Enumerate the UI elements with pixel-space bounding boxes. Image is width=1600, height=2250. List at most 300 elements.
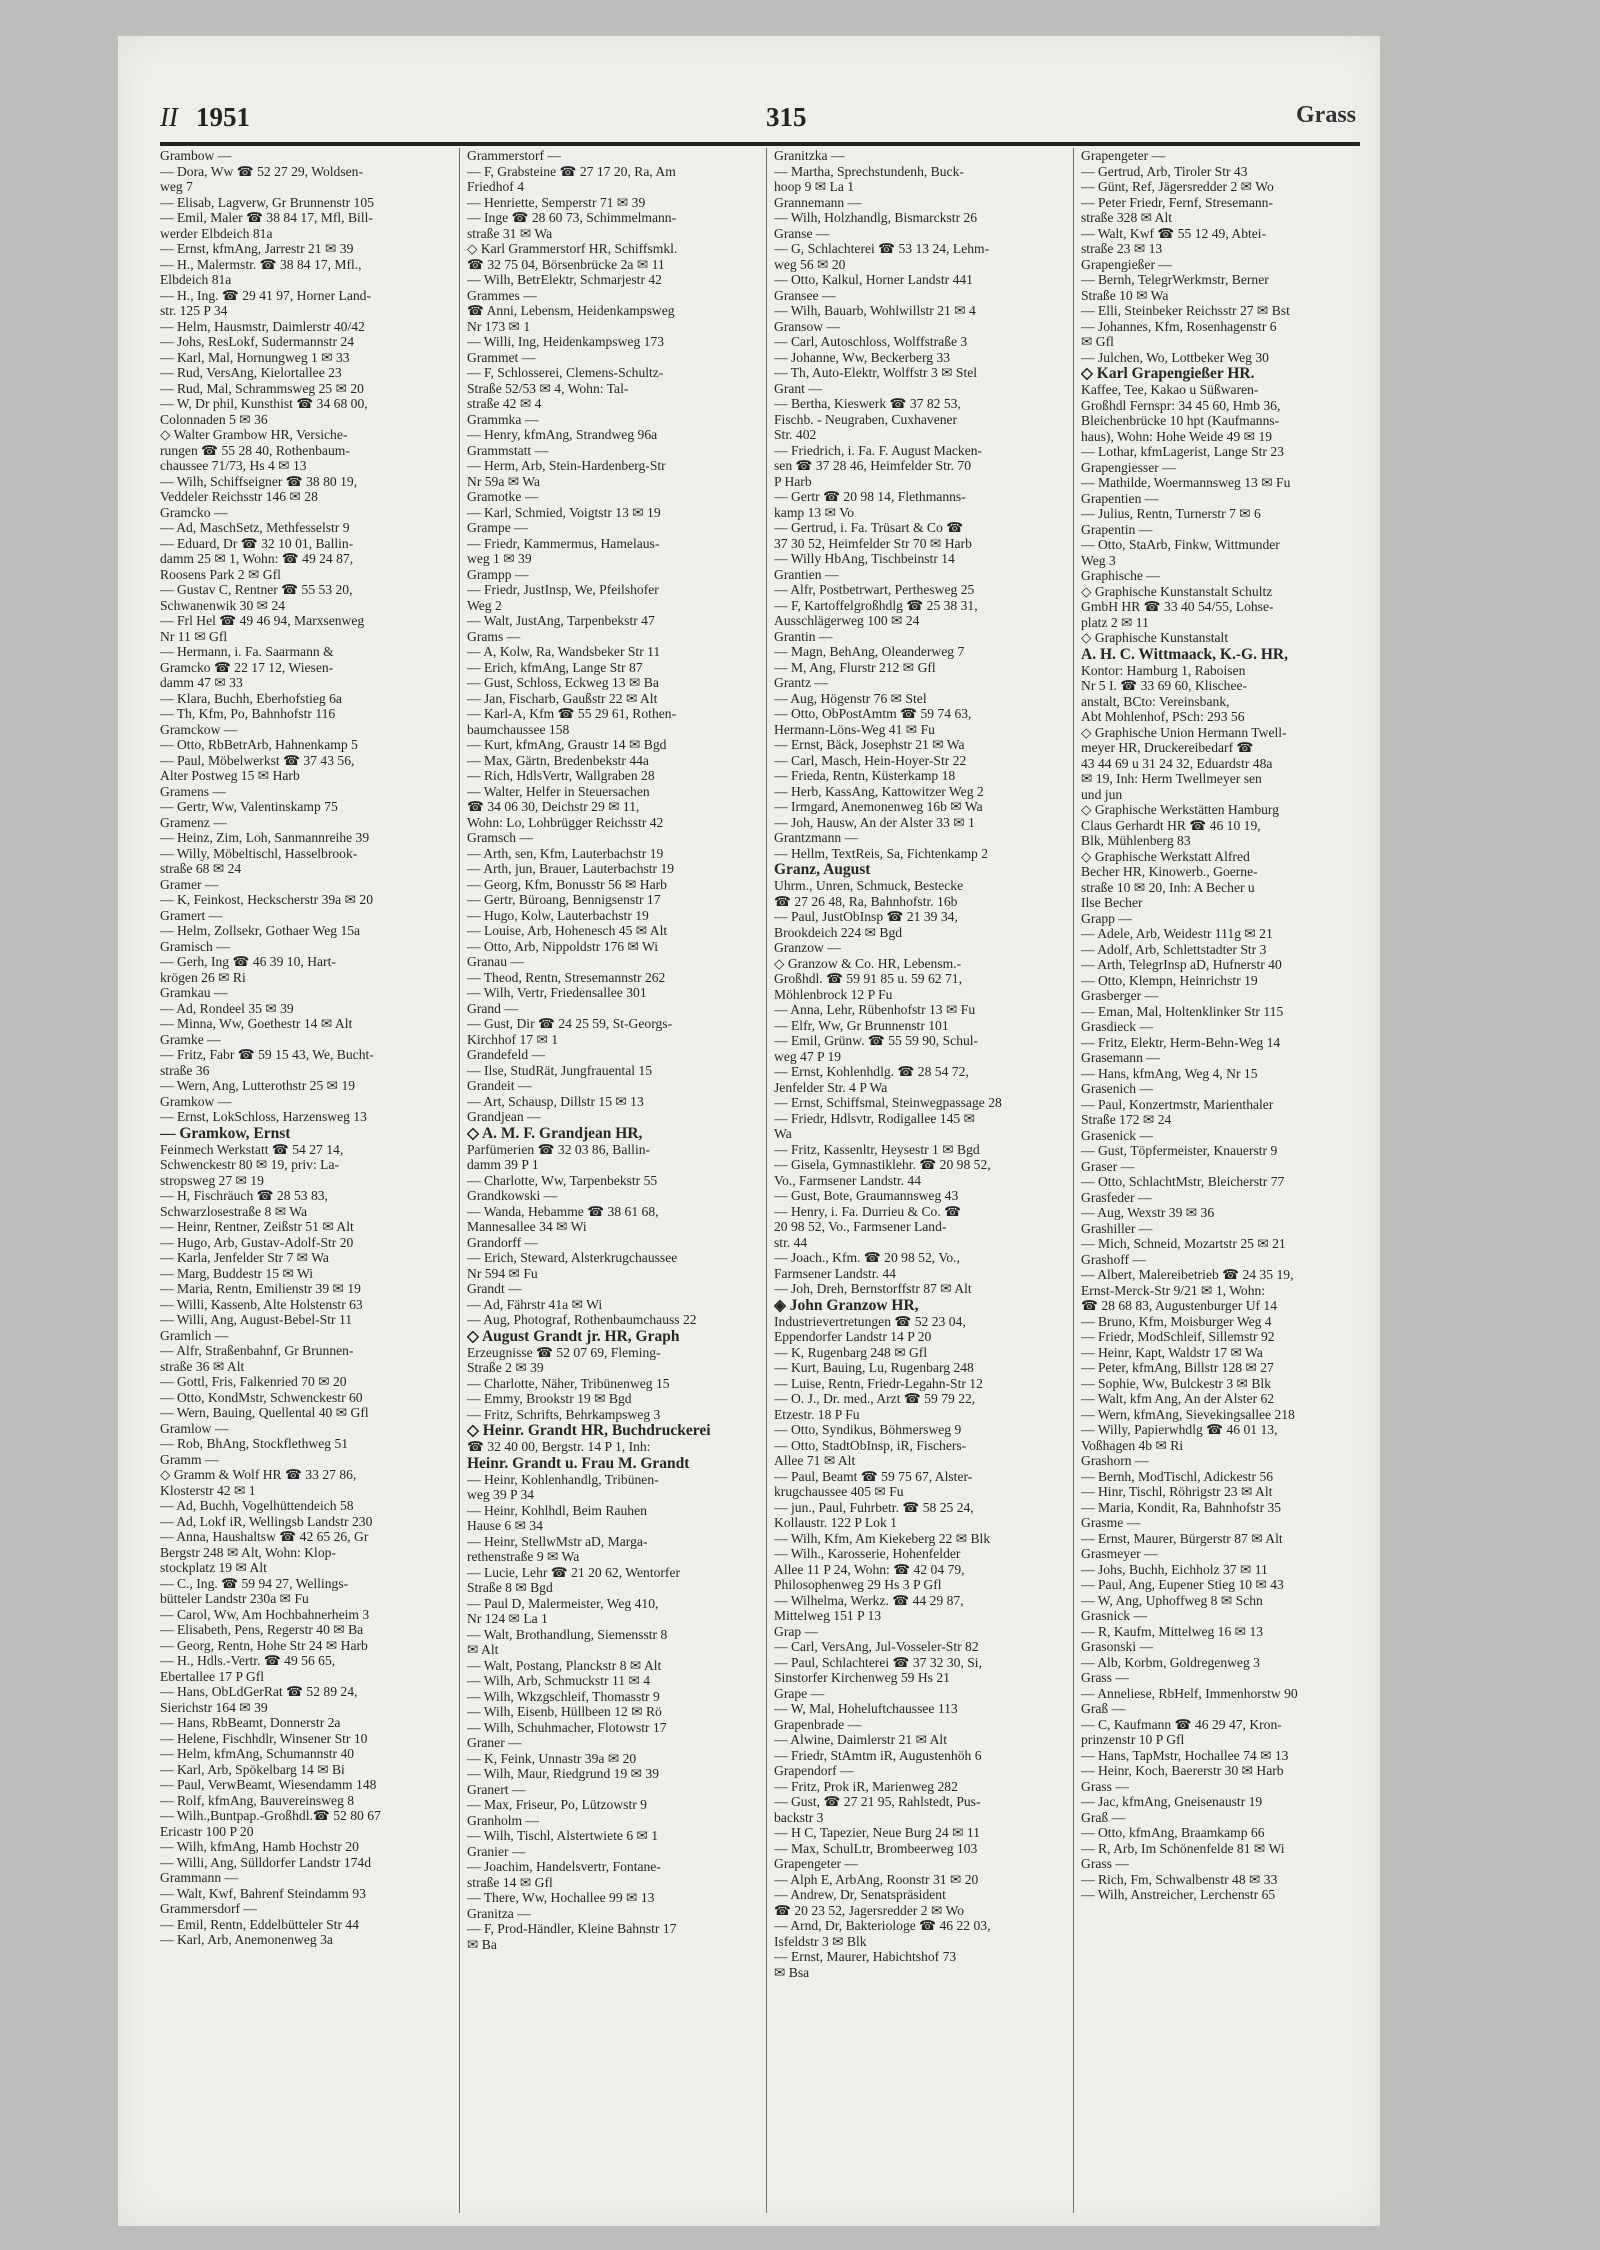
directory-entry-line: — Herm, Arb, Stein-Hardenberg-Str <box>467 458 666 473</box>
directory-entry-line: — Luise, Rentn, Friedr-Legahn-Str 12 <box>774 1375 983 1391</box>
directory-entry-line: — Joachim, Handelsvertr, Fontane- <box>467 1859 661 1874</box>
directory-entry-line: — Arth, sen, Kfm, Lauterbachstr 19 <box>467 845 664 861</box>
directory-entry-line: rungen ☎ 55 28 40, Rothenbaum- <box>160 442 350 458</box>
surname-heading: Granholm — <box>467 1812 540 1828</box>
directory-entry-line: — Otto, StadtObInsp, iR, Fischers- <box>774 1437 967 1453</box>
directory-entry-line: — Th, Auto-Elektr, Wolffstr 3 ✉ Stel <box>774 365 978 380</box>
directory-entry-line: — Gust, Dir ☎ 24 25 59, St-Georgs- <box>467 1016 673 1031</box>
directory-entry-line: Alter Postweg 15 ✉ Harb <box>160 768 300 783</box>
directory-entry-line: — G, Schlachterei ☎ 53 13 24, Lehm- <box>774 241 990 256</box>
directory-entry-line: — Gust, Schloss, Eckweg 13 ✉ Ba <box>467 675 659 690</box>
surname-heading: Gramisch — <box>160 938 230 954</box>
directory-entry-line: straße 36 <box>160 1062 210 1078</box>
directory-entry-line: — Walt, kfm Ang, An der Alster 62 <box>1081 1391 1275 1406</box>
directory-entry-line: — Otto, Kalkul, Horner Landstr 441 <box>774 272 973 287</box>
directory-entry-line: 20 98 52, Vo., Farmsener Land- <box>774 1219 947 1234</box>
directory-entry-line: Hause 6 ✉ 34 <box>467 1518 543 1533</box>
directory-entry-line: — Wilh, Tischl, Alstertwiete 6 ✉ 1 <box>467 1828 659 1843</box>
directory-entry-line: — Fritz, Elektr, Herm-Behn-Weg 14 <box>1081 1034 1281 1050</box>
directory-entry-line: — Bernh, TelegrWerkmstr, Berner <box>1081 272 1269 287</box>
surname-heading: Granier — <box>467 1843 526 1859</box>
directory-entry-line: Straße 10 ✉ Wa <box>1081 287 1169 303</box>
directory-entry-line: — Karl, Mal, Hornungweg 1 ✉ 33 <box>160 349 350 365</box>
directory-entry-line: — jun., Paul, Fuhrbetr. ☎ 58 25 24, <box>774 1499 974 1515</box>
directory-entry-line: — Wilh, kfmAng, Hamb Hochstr 20 <box>160 1839 359 1854</box>
directory-entry-line: — Rich, Fm, Schwalbenstr 48 ✉ 33 <box>1081 1871 1278 1887</box>
surname-heading: Grapengiesser — <box>1081 459 1176 475</box>
directory-entry-line: — Karl, Arb, Spökelbarg 14 ✉ Bi <box>160 1761 345 1777</box>
directory-entry-line: — Wilh, Kfm, Am Kiekeberg 22 ✉ Blk <box>774 1530 991 1546</box>
surname-heading: Grasonski — <box>1081 1639 1154 1654</box>
directory-entry-line: — Friedr, Hdlsvtr, Rodigallee 145 ✉ <box>774 1110 975 1126</box>
directory-entry-line: — Karl, Schmied, Voigtstr 13 ✉ 19 <box>467 504 661 520</box>
directory-entry-line: straße 68 ✉ 24 <box>160 861 242 876</box>
directory-entry-line: — Paul, VerwBeamt, Wiesendamm 148 <box>160 1777 377 1792</box>
directory-entry-line: ✉ Bsa <box>774 1964 810 1980</box>
directory-entry-line: Ausschlägerweg 100 ✉ 24 <box>774 613 920 628</box>
surname-heading: Grasemann — <box>1081 1050 1160 1065</box>
page-number: 315 <box>766 102 807 132</box>
directory-entry-line: — Ernst, Schiffsmal, Steinwegpassage 28 <box>774 1095 1002 1110</box>
directory-entry-line: — Jan, Fischarb, Gaußstr 22 ✉ Alt <box>467 690 658 706</box>
directory-entry-line: Allee 71 ✉ Alt <box>774 1453 856 1468</box>
directory-entry-line: Feinmech Werkstatt ☎ 54 27 14, <box>160 1141 344 1157</box>
directory-entry-line: — Paul, Konzertmstr, Marienthaler <box>1081 1096 1274 1112</box>
directory-entry-line: Klosterstr 42 ✉ 1 <box>160 1482 256 1498</box>
directory-entry-line: — Paul, Möbelwerkst ☎ 37 43 56, <box>160 752 355 768</box>
surname-heading: Grass — <box>1081 1856 1129 1871</box>
directory-entry-line: ◇ A. M. F. Grandjean HR, <box>467 1124 643 1142</box>
directory-entry-line: — Otto, Syndikus, Böhmersweg 9 <box>774 1422 962 1437</box>
surname-heading: Grantz — <box>774 675 828 690</box>
directory-entry-line: — Mich, Schneid, Mozartstr 25 ✉ 21 <box>1081 1236 1286 1251</box>
directory-entry-line: straße 10 ✉ 20, Inh: A Becher u <box>1081 879 1255 895</box>
directory-entry-line: ✉ Gfl <box>1081 334 1114 349</box>
directory-entry-line: — Joach., Kfm. ☎ 20 98 52, Vo., <box>774 1250 960 1265</box>
directory-entry-line: Str. 402 <box>774 427 817 442</box>
directory-entry-line: — Arth, jun, Brauer, Lauterbachstr 19 <box>467 861 675 876</box>
directory-entry-line: — Anna, Lehr, Rübenhofstr 13 ✉ Fu <box>774 1002 976 1017</box>
directory-entry-line: — Alph E, ArbAng, Roonstr 31 ✉ 20 <box>774 1871 979 1887</box>
directory-entry-line: Brookdeich 224 ✉ Bgd <box>774 924 903 940</box>
surname-heading: Grapengeter — <box>1081 148 1166 163</box>
directory-entry-line: Etzestr. 18 P Fu <box>774 1406 860 1422</box>
directory-entry-line: — H., Ing. ☎ 29 41 97, Horner Land- <box>160 287 371 303</box>
surname-heading: Granzow — <box>774 940 841 955</box>
surname-heading: Grapp — <box>1081 910 1132 926</box>
directory-entry-line: Gramcko ☎ 22 17 12, Wiesen- <box>160 659 334 675</box>
directory-entry-line: weg 47 P 19 <box>774 1048 842 1064</box>
surname-heading: Gramckow — <box>160 721 238 737</box>
directory-entry-line: — Louise, Arb, Hohenesch 45 ✉ Alt <box>467 923 668 938</box>
directory-entry-line: — Alfr, Straßenbahnf, Gr Brunnen- <box>160 1343 354 1358</box>
directory-entry-line: und jun <box>1081 786 1123 802</box>
directory-entry-line: — Erich, kfmAng, Lange Str 87 <box>467 659 643 675</box>
directory-entry-line: — Hans, kfmAng, Weg 4, Nr 15 <box>1081 1065 1258 1081</box>
directory-entry-line: — Dora, Ww ☎ 52 27 29, Woldsen- <box>160 163 363 179</box>
column-rule <box>1073 148 1074 2213</box>
page-header <box>160 98 1360 146</box>
directory-entry-line: — Joh, Dreh, Bernstorffstr 87 ✉ Alt <box>774 1281 972 1296</box>
surname-heading: Graser — <box>1081 1158 1135 1174</box>
directory-entry-line: — Gertr, Ww, Valentinskamp 75 <box>160 799 338 814</box>
directory-entry-line: krugchaussee 405 ✉ Fu <box>774 1484 904 1499</box>
directory-entry-line: — Walt, Brothandlung, Siemensstr 8 <box>467 1626 668 1642</box>
directory-entry-line: GmbH HR ☎ 33 40 54/55, Lohse- <box>1081 599 1274 614</box>
directory-entry-line: — Gertrud, i. Fa. Trüsart & Co ☎ <box>774 520 964 535</box>
directory-entry-line: Bergstr 248 ✉ Alt, Wohn: Klop- <box>160 1544 336 1560</box>
surname-heading: Grams — <box>467 628 521 644</box>
directory-entry-line: — Willi, Kassenb, Alte Holstenstr 63 <box>160 1296 363 1312</box>
directory-entry-line: — Hellm, TextReis, Sa, Fichtenkamp 2 <box>774 845 989 861</box>
directory-entry-line: — Paul, Schlachterei ☎ 37 32 30, Si, <box>774 1654 982 1670</box>
directory-entry-line: straße 328 ✉ Alt <box>1081 210 1173 225</box>
directory-entry-line: stropsweg 27 ✉ 19 <box>160 1172 264 1188</box>
column-3 <box>774 148 1066 2213</box>
directory-entry-line: — Otto, KondMstr, Schwenckestr 60 <box>160 1389 363 1405</box>
directory-entry-line: — Marg, Buddestr 15 ✉ Wi <box>160 1265 314 1281</box>
directory-entry-line: damm 39 P 1 <box>467 1157 539 1172</box>
directory-entry-line: — Rud, Mal, Schrammsweg 25 ✉ 20 <box>160 380 364 396</box>
surname-heading: Grandorff — <box>467 1234 539 1250</box>
surname-heading: Gramert — <box>160 907 223 923</box>
directory-entry-line: — Johannes, Kfm, Rosenhagenstr 6 <box>1081 318 1277 334</box>
directory-entry-line: ◇ Heinr. Grandt HR, Buchdruckerei <box>467 1422 711 1439</box>
surname-heading: Grandjean — <box>467 1109 541 1124</box>
surname-heading: Gransee — <box>774 287 836 303</box>
directory-entry-line: — Hans, ObLdGerRat ☎ 52 89 24, <box>160 1684 358 1699</box>
directory-entry-line: — Mathilde, Woermannsweg 13 ✉ Fu <box>1081 475 1291 490</box>
surname-heading: Gramenz — <box>160 814 227 830</box>
directory-entry-line: — Wilh.,Buntpap.-Großhdl.☎ 52 80 67 <box>160 1808 381 1823</box>
directory-entry-line: — Ad, Rondeel 35 ✉ 39 <box>160 1000 294 1016</box>
surname-heading: Gramlich — <box>160 1327 229 1343</box>
surname-heading: Grapenbrade — <box>774 1716 862 1732</box>
directory-entry-line: — Sophie, Ww, Bulckestr 3 ✉ Blk <box>1081 1375 1271 1391</box>
directory-entry-line: — Carol, Ww, Am Hochbahnerheim 3 <box>160 1606 370 1622</box>
directory-entry-line: — O. J., Dr. med., Arzt ☎ 59 79 22, <box>774 1391 976 1406</box>
directory-entry-line: — M, Ang, Flurstr 212 ✉ Gfl <box>774 659 936 675</box>
directory-entry-line: — Friedr, Kammermus, Hamelaus- <box>467 535 660 551</box>
directory-entry-line: — Adele, Arb, Weidestr 111g ✉ 21 <box>1081 926 1273 941</box>
directory-entry-line: ◇ Graphische Kunstanstalt Schultz <box>1081 583 1273 599</box>
directory-entry-line: — Heinr, Kapt, Waldstr 17 ✉ Wa <box>1081 1344 1263 1360</box>
directory-entry-line: Veddeler Reichsstr 146 ✉ 28 <box>160 489 318 504</box>
directory-entry-line: ☎ 32 40 00, Bergstr. 14 P 1, Inh: <box>467 1439 651 1454</box>
directory-entry-line: Ericastr 100 P 20 <box>160 1823 254 1839</box>
surname-heading: Grammerstorf — <box>467 148 561 163</box>
directory-entry-line: — Gustav C, Rentner ☎ 55 53 20, <box>160 582 353 597</box>
directory-entry-line: Voßhagen 4b ✉ Ri <box>1081 1437 1184 1453</box>
directory-entry-line: — Adolf, Arb, Schlettstadter Str 3 <box>1081 941 1267 957</box>
directory-entry-line: — Johs, ResLokf, Sudermannstr 24 <box>160 334 355 349</box>
directory-entry-line: — F, Prod-Händler, Kleine Bahnstr 17 <box>467 1921 677 1936</box>
surname-heading: Grand — <box>467 1000 518 1016</box>
surname-heading: Grasenich — <box>1081 1081 1154 1096</box>
directory-entry-line: stockplatz 19 ✉ Alt <box>160 1560 267 1575</box>
directory-entry-line: Colonnaden 5 ✉ 36 <box>160 411 268 427</box>
directory-entry-line: Kontor: Hamburg 1, Raboisen <box>1081 662 1246 678</box>
directory-entry-line: — Otto, Arb, Nippoldstr 176 ✉ Wi <box>467 938 659 954</box>
directory-entry-line: ◇ Gramm & Wolf HR ☎ 33 27 86, <box>160 1467 357 1482</box>
directory-entry-line: Ilse Becher <box>1081 895 1143 910</box>
directory-entry-line: platz 2 ✉ 11 <box>1081 614 1149 630</box>
surname-heading: Grammes — <box>467 287 537 303</box>
surname-heading: Grandefeld — <box>467 1047 546 1062</box>
directory-entry-line: ◇ Graphische Union Hermann Twell- <box>1081 724 1287 740</box>
directory-entry-line: — A, Kolw, Ra, Wandsbeker Str 11 <box>467 644 661 659</box>
directory-entry-line: — Julchen, Wo, Lottbeker Weg 30 <box>1081 349 1269 365</box>
directory-entry-line: ◇ August Grandt jr. HR, Graph <box>467 1327 680 1345</box>
directory-entry-line: — Walter, Helfer in Steuersachen <box>467 783 650 799</box>
directory-entry-line: straße 31 ✉ Wa <box>467 225 553 241</box>
surname-heading: Grashorn — <box>1081 1453 1149 1468</box>
directory-entry-line: Straße 172 ✉ 24 <box>1081 1112 1172 1127</box>
directory-entry-line: — Friedrich, i. Fa. F. August Macken- <box>774 442 983 458</box>
directory-entry-line: — Julius, Rentn, Turnerstr 7 ✉ 6 <box>1081 506 1261 521</box>
directory-entry-line: weg 7 <box>160 179 193 194</box>
directory-entry-line: A. H. C. Wittmaack, K.-G. HR, <box>1081 645 1288 663</box>
directory-entry-line: ☎ 27 26 48, Ra, Bahnhofstr. 16b <box>774 893 958 909</box>
directory-entry-line: ☎ Anni, Lebensm, Heidenkampsweg <box>467 303 675 318</box>
directory-entry-line: Sinstorfer Kirchenweg 59 Hs 21 <box>774 1670 950 1685</box>
directory-entry-line: — Gisela, Gymnastiklehr. ☎ 20 98 52, <box>774 1157 991 1172</box>
surname-heading: Grashiller — <box>1081 1220 1153 1236</box>
directory-entry-line: Granz, August <box>774 861 871 878</box>
directory-entry-line: — Elisabeth, Pens, Regerstr 40 ✉ Ba <box>160 1622 364 1637</box>
directory-entry-line: — Charlotte, Ww, Tarpenbekstr 55 <box>467 1172 658 1188</box>
directory-entry-line: — Wern, kfmAng, Sievekingsallee 218 <box>1081 1406 1295 1422</box>
directory-entry-line: Ernst-Merck-Str 9/21 ✉ 1, Wohn: <box>1081 1282 1266 1298</box>
surname-heading: Grass — <box>1081 1778 1129 1794</box>
surname-heading: Grasenick — <box>1081 1127 1154 1143</box>
directory-entry-line: Friedhof 4 <box>467 179 525 194</box>
directory-entry-line: ☎ 32 75 04, Börsenbrücke 2a ✉ 11 <box>467 256 665 272</box>
directory-entry-line: — Hans, TapMstr, Hochallee 74 ✉ 13 <box>1081 1747 1289 1763</box>
surname-heading: Grasdieck — <box>1081 1019 1154 1034</box>
directory-entry-line: — Johs, Buchh, Eichholz 37 ✉ 11 <box>1081 1561 1268 1577</box>
surname-heading: Grapentien — <box>1081 490 1159 506</box>
directory-entry-line: Uhrm., Unren, Schmuck, Bestecke <box>774 878 964 893</box>
directory-entry-line: — Gertr ☎ 20 98 14, Flethmanns- <box>774 489 966 504</box>
surname-heading: Grantzmann — <box>774 830 859 845</box>
directory-entry-line: Großhdl Fernspr: 34 45 60, Hmb 36, <box>1081 397 1281 413</box>
directory-entry-line: bütteler Landstr 230a ✉ Fu <box>160 1591 309 1606</box>
directory-entry-line: ✉ Ba <box>467 1936 497 1952</box>
directory-entry-line: — Otto, RbBetrArb, Hahnenkamp 5 <box>160 737 358 752</box>
directory-entry-line: — Fritz, Kassenltr, Heysestr 1 ✉ Bgd <box>774 1141 980 1157</box>
directory-entry-line: — Aug, Photograf, Rothenbaumchauss 22 <box>467 1312 697 1327</box>
directory-entry-line: Großhdl. ☎ 59 91 85 u. 59 62 71, <box>774 971 962 986</box>
header-volume-year <box>160 102 250 133</box>
surname-heading: Graner — <box>467 1735 522 1750</box>
directory-entry-line: — Peter Friedr, Fernf, Stresemann- <box>1081 194 1273 210</box>
column-4 <box>1081 148 1381 2213</box>
directory-entry-line: — Friedr, StAmtm iR, Augustenhöh 6 <box>774 1747 982 1763</box>
directory-entry-line: — Helm, Zollsekr, Gothaer Weg 15a <box>160 923 361 938</box>
directory-entry-line: — R, Kaufm, Mittelweg 16 ✉ 13 <box>1081 1623 1264 1639</box>
directory-entry-line: backstr 3 <box>774 1809 824 1825</box>
directory-entry-line: Nr 594 ✉ Fu <box>467 1265 538 1281</box>
directory-entry-line: — Otto, ObPostAmtm ☎ 59 74 63, <box>774 706 972 721</box>
directory-entry-line: Becher HR, Kinowerb., Goerne- <box>1081 864 1258 879</box>
directory-entry-line: ☎ 20 23 52, Jagersredder 2 ✉ Wo <box>774 1902 965 1918</box>
directory-entry-line: — Maria, Kondit, Ra, Bahnhofstr 35 <box>1081 1499 1282 1515</box>
surname-heading: Grambow — <box>160 148 232 163</box>
directory-entry-line: — Elli, Steinbeker Reichsstr 27 ✉ Bst <box>1081 303 1290 318</box>
directory-entry-line: — Emil, Maler ☎ 38 84 17, Mfl, Bill- <box>160 210 373 225</box>
directory-entry-line: Schwarzlosestraße 8 ✉ Wa <box>160 1203 308 1219</box>
surname-heading: Grapentin — <box>1081 521 1153 537</box>
directory-entry-line: — Paul D, Malermeister, Weg 410, <box>467 1595 659 1611</box>
directory-entry-line: — Helm, kfmAng, Schumannstr 40 <box>160 1746 355 1761</box>
directory-entry-line: straße 42 ✉ 4 <box>467 396 542 411</box>
directory-entry-line: — Wilh, Anstreicher, Lerchenstr 65 <box>1081 1887 1276 1902</box>
directory-entry-line: — Martha, Sprechstundenh, Buck- <box>774 163 964 179</box>
directory-entry-line: — Peter, kfmAng, Billstr 128 ✉ 27 <box>1081 1360 1274 1375</box>
directory-entry-line: — Lucie, Lehr ☎ 21 20 62, Wentorfer <box>467 1564 681 1580</box>
directory-entry-line: Nr 11 ✉ Gfl <box>160 628 228 644</box>
directory-entry-line: — Alb, Korbm, Goldregenweg 3 <box>1081 1654 1260 1670</box>
surname-heading: Grapengeter — <box>774 1856 859 1871</box>
directory-entry-line: — Hermann, i. Fa. Saarmann & <box>160 644 334 659</box>
directory-entry-line: 43 44 69 u 31 24 32, Eduardstr 48a <box>1081 755 1273 771</box>
directory-entry-line: — Th, Kfm, Po, Bahnhofstr 116 <box>160 706 336 721</box>
directory-entry-line: — Rolf, kfmAng, Bauvereinsweg 8 <box>160 1792 355 1808</box>
surname-heading: Grapendorf — <box>774 1763 854 1778</box>
surname-heading: Granitza — <box>467 1905 531 1921</box>
directory-entry-line: Schwanenwik 30 ✉ 24 <box>160 597 286 613</box>
directory-entry-line: — Art, Schausp, Dillstr 15 ✉ 13 <box>467 1093 644 1109</box>
surname-heading: Grammersdorf — <box>160 1901 258 1916</box>
surname-heading: Grampe — <box>467 520 528 535</box>
directory-entry-line: Straße 2 ✉ 39 <box>467 1360 544 1375</box>
directory-entry-line: — Wilh., Karosserie, Hohenfelder <box>774 1546 961 1561</box>
directory-entry-line: — F, Kartoffelgroßhdlg ☎ 25 38 31, <box>774 597 978 613</box>
directory-entry-line: — Max, Gärtn, Bredenbekstr 44a <box>467 752 649 768</box>
surname-heading: Grammet — <box>467 349 536 365</box>
directory-entry-line: ✉ 19, Inh: Herm Twellmeyer sen <box>1081 771 1262 786</box>
directory-entry-line: — Fritz, Schrifts, Behrkampsweg 3 <box>467 1406 661 1422</box>
surname-heading: Gramotke — <box>467 489 539 504</box>
surname-heading: Grammann — <box>160 1870 239 1885</box>
directory-entry-line: sen ☎ 37 28 46, Heimfelder Str. 70 <box>774 458 972 473</box>
directory-entry-line: prinzenstr 10 P Gfl <box>1081 1732 1185 1747</box>
directory-entry-line: — Willi, Ing, Heidenkampsweg 173 <box>467 334 665 349</box>
directory-entry-line: meyer HR, Druckereibedarf ☎ <box>1081 740 1254 755</box>
directory-entry-line: — Paul, Beamt ☎ 59 75 67, Alster- <box>774 1468 973 1484</box>
directory-entry-line: Straße 8 ✉ Bgd <box>467 1580 553 1595</box>
surname-heading: Granse — <box>774 225 830 241</box>
directory-entry-line: — Emil, Rentn, Eddelbütteler Str 44 <box>160 1916 359 1932</box>
directory-entry-line: — Max, Friseur, Po, Lützowstr 9 <box>467 1797 647 1812</box>
directory-entry-line: — Carl, Autoschloss, Wolffstraße 3 <box>774 334 968 349</box>
directory-entry-line: ◇ Karl Grapengießer HR. <box>1081 365 1255 382</box>
surname-heading: Graß — <box>1081 1701 1126 1716</box>
directory-entry-line: Isfeldstr 3 ✉ Blk <box>774 1933 867 1949</box>
directory-entry-line: — Frieda, Rentn, Küsterkamp 18 <box>774 768 956 783</box>
directory-entry-line: straße 23 ✉ 13 <box>1081 241 1163 256</box>
directory-entry-line: — H., Malermstr. ☎ 38 84 17, Mfl., <box>160 256 362 272</box>
directory-entry-line: — Gramkow, Ernst <box>160 1124 291 1142</box>
surname-heading: Gramkau — <box>160 985 228 1000</box>
directory-entry-line: ◇ Graphische Kunstanstalt <box>1081 630 1229 645</box>
surname-heading: Gramsch — <box>467 830 534 845</box>
directory-entry-line: — Ernst, kfmAng, Jarrestr 21 ✉ 39 <box>160 241 354 256</box>
directory-entry-line: rethenstraße 9 ✉ Wa <box>467 1549 580 1564</box>
directory-entry-line: — Wilh, Eisenb, Hüllbeen 12 ✉ Rö <box>467 1704 662 1719</box>
directory-entry-line: damm 47 ✉ 33 <box>160 675 243 690</box>
directory-entry-line: — K, Feinkost, Heckscherstr 39a ✉ 20 <box>160 892 373 907</box>
directory-entry-line: — Joh, Hausw, An der Alster 33 ✉ 1 <box>774 814 975 830</box>
surname-heading: Grapengießer — <box>1081 256 1172 272</box>
directory-entry-line: — Gertr, Büroang, Bennigsenstr 17 <box>467 892 661 907</box>
directory-entry-line: — Emmy, Brookstr 19 ✉ Bgd <box>467 1391 632 1406</box>
directory-entry-line: — Willi, Ang, August-Bebel-Str 11 <box>160 1312 353 1327</box>
directory-entry-line: Allee 11 P 24, Wohn: ☎ 42 04 79, <box>774 1561 965 1577</box>
directory-entry-line: — H C, Tapezier, Neue Burg 24 ✉ 11 <box>774 1825 980 1840</box>
year: 1951 <box>195 102 250 132</box>
surname-heading: Grasfeder — <box>1081 1189 1152 1205</box>
column-2 <box>467 148 759 2213</box>
directory-entry-line: — Ilse, StudRät, Jungfrauental 15 <box>467 1062 652 1078</box>
surname-heading: Grasme — <box>1081 1515 1141 1530</box>
directory-entry-line: — Hugo, Kolw, Lauterbachstr 19 <box>467 907 649 923</box>
directory-entry-line: — H, Fischräuch ☎ 28 53 83, <box>160 1188 328 1203</box>
directory-entry-line: — Charlotte, Näher, Tribünenweg 15 <box>467 1375 670 1391</box>
directory-entry-line: — Aug, Högenstr 76 ✉ Stel <box>774 690 927 706</box>
directory-entry-line: — W, Mal, Hoheluftchaussee 113 <box>774 1701 958 1716</box>
directory-entry-line: Sierichstr 164 ✉ 39 <box>160 1699 268 1715</box>
directory-entry-line: damm 25 ✉ 1, Wohn: ☎ 49 24 87, <box>160 551 354 566</box>
directory-entry-line: — Fritz, Fabr ☎ 59 15 43, We, Bucht- <box>160 1047 374 1062</box>
directory-entry-line: — Herb, KassAng, Kattowitzer Weg 2 <box>774 783 984 799</box>
directory-entry-line: — Georg, Rentn, Hohe Str 24 ✉ Harb <box>160 1637 368 1653</box>
directory-entry-line: — Otto, SchlachtMstr, Bleicherstr 77 <box>1081 1174 1285 1189</box>
directory-entry-line: Ebertallee 17 P Gfl <box>160 1668 265 1684</box>
directory-entry-line: — Paul, JustObInsp ☎ 21 39 34, <box>774 909 958 924</box>
column-rule <box>459 148 460 2213</box>
directory-entry-line: — Wilh, Vertr, Friedensallee 301 <box>467 985 647 1000</box>
surname-heading: Grammstatt — <box>467 442 549 458</box>
directory-entry-line: — Anna, Haushaltsw ☎ 42 65 26, Gr <box>160 1529 369 1544</box>
directory-entry-line: — Bertha, Kieswerk ☎ 37 82 53, <box>774 396 961 411</box>
surname-heading: Grandt — <box>467 1281 522 1296</box>
directory-entry-line: — Theod, Rentn, Stresemannstr 262 <box>467 969 666 985</box>
directory-entry-line: — Willy, Papierwhdlg ☎ 46 01 13, <box>1081 1422 1278 1437</box>
directory-entry-line: — Wilh, Schiffseigner ☎ 38 80 19, <box>160 473 358 489</box>
directory-entry-line: — Ad, MaschSetz, Methfesselstr 9 <box>160 520 350 535</box>
directory-entry-line: — Heinr, StellwMstr aD, Marga- <box>467 1533 648 1549</box>
surname-heading: Grantien — <box>774 566 839 582</box>
directory-entry-line: Nr 173 ✉ 1 <box>467 318 531 334</box>
directory-entry-line: — Ernst, Maurer, Habichtshof 73 <box>774 1949 957 1964</box>
surname-heading: Grashoff — <box>1081 1251 1147 1267</box>
directory-entry-line: Fischb. - Neugraben, Cuxhavener <box>774 411 958 427</box>
directory-entry-line: krögen 26 ✉ Ri <box>160 969 246 985</box>
directory-entry-line: Kollaustr. 122 P Lok 1 <box>774 1515 897 1530</box>
directory-entry-line: — Klara, Buchh, Eberhofstieg 6a <box>160 690 342 706</box>
directory-entry-line: — Wanda, Hebamme ☎ 38 61 68, <box>467 1203 659 1219</box>
directory-entry-line: Bleichenbrücke 10 hpt (Kaufmanns- <box>1081 413 1280 428</box>
directory-entry-line: — Friedr, ModSchleif, Sillemstr 92 <box>1081 1329 1275 1344</box>
surname-heading: Granert — <box>467 1781 526 1797</box>
directory-entry-line: Jenfelder Str. 4 P Wa <box>774 1079 888 1095</box>
directory-entry-line: — Emil, Grünw. ☎ 55 59 90, Schul- <box>774 1033 979 1048</box>
directory-entry-line: — Otto, Klempn, Heinrichstr 19 <box>1081 972 1258 988</box>
directory-entry-line: — Ernst, Maurer, Bürgerstr 87 ✉ Alt <box>1081 1530 1283 1546</box>
directory-entry-line: — Gust, Töpfermeister, Knauerstr 9 <box>1081 1143 1278 1158</box>
